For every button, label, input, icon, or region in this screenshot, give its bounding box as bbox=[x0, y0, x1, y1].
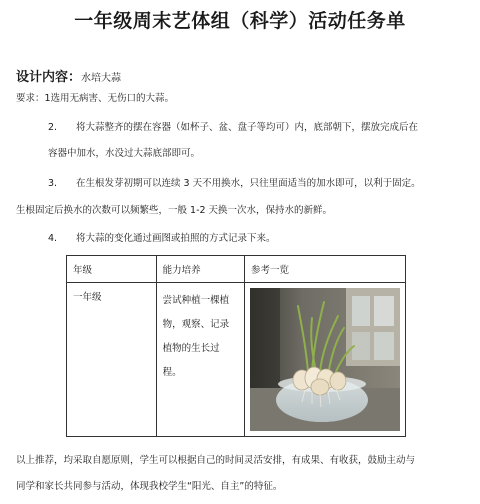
footer-line-1: 以上推荐，均采取自愿原则，学生可以根据自己的时间灵活安排，有成果、有收获，鼓励主动与 bbox=[16, 455, 416, 466]
requirement-item-3-number: 3. bbox=[48, 178, 58, 189]
footer-line-2: 同学和家长共同参与活动，体现我校学生“阳光、自主”的特征。 bbox=[16, 481, 283, 492]
page-title: 一年级周末艺体组（科学）活动任务单 bbox=[74, 10, 406, 32]
design-content-colon: ： bbox=[68, 70, 82, 85]
table-cell-ability: 尝试种植一棵植物，观察、记录植物的生长过程。 bbox=[156, 283, 244, 437]
table-row bbox=[67, 283, 406, 437]
requirement-item-4-number: 4. bbox=[48, 233, 58, 244]
design-content-line bbox=[16, 66, 121, 85]
design-content-label: 设计内容 bbox=[16, 70, 69, 85]
requirement-item-3-text: 在生根发芽初期可以连续 3 天不用换水，只往里面适当的加水即可，以利于固定。 bbox=[76, 178, 421, 189]
garlic-photo-image bbox=[250, 288, 400, 431]
requirement-item-3 bbox=[48, 177, 421, 191]
requirement-item-1-text: 1选用无病害、无伤口的大蒜。 bbox=[44, 93, 175, 104]
requirement-item-2 bbox=[48, 121, 418, 135]
requirement-item-2-number: 2. bbox=[48, 122, 58, 133]
requirement-item-2-continued: 容器中加水，水没过大蒜底部即可。 bbox=[48, 148, 201, 159]
requirement-item-2-text: 将大蒜整齐的摆在容器（如杯子、盆、盘子等均可）内，底部朝下，摆放完成后在 bbox=[76, 122, 419, 133]
design-content-value: 水培大蒜 bbox=[81, 73, 122, 84]
activity-table bbox=[66, 255, 406, 437]
table-header-grade: 年级 bbox=[67, 256, 157, 283]
table-header-ability: 能力培养 bbox=[156, 256, 244, 283]
table-header-row bbox=[67, 256, 406, 283]
table-cell-reference bbox=[245, 283, 406, 437]
requirement-item-4-text: 将大蒜的变化通过画图或拍照的方式记录下来。 bbox=[76, 233, 276, 244]
requirement-prefix: 要求： bbox=[16, 93, 45, 104]
requirement-item-1 bbox=[16, 92, 174, 106]
requirement-item-3-continued: 生根固定后换水的次数可以频繁些，一般 1-2 天换一次水，保持水的新鲜。 bbox=[16, 205, 333, 216]
table-cell-grade: 一年级 bbox=[67, 283, 157, 437]
table-header-reference: 参考一览 bbox=[245, 256, 406, 283]
requirement-item-4 bbox=[48, 232, 276, 246]
